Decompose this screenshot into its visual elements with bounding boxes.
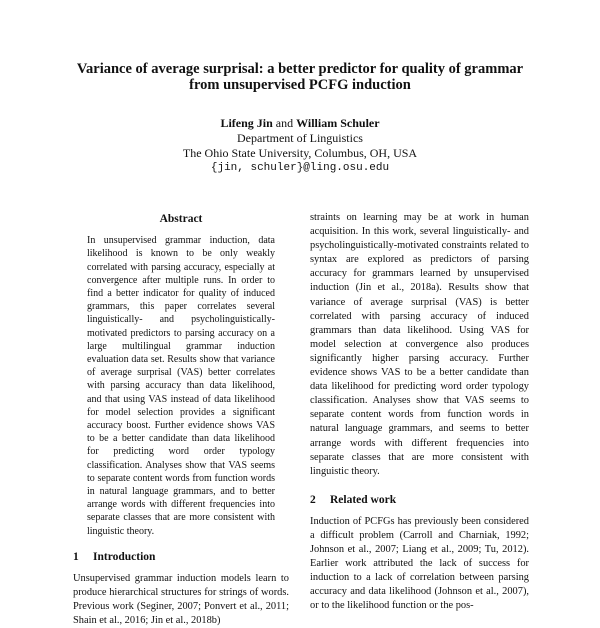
introduction-paragraph: Unsupervised grammar induction models learn to produce hierarchical structures for strings of words. Previous work (Seginer, 2007; Ponvert et al., 2011; Shain et al., 2016; Jin et al., 2018b) (73, 572, 289, 627)
introduction-continued-paragraph: straints on learning may be at work in human acquisition. In this work, several linguistically- and psycholinguistically-motivated constraints related to syntax are explored as predictors of parsing accuracy for grammars learned by unsupervised induction (Jin et al., 2018a). Results show that variance of average surprisal (VAS) is better correlated with parsing accuracy of induced grammars than data likelihood. Using VAS for model selection at convergence also produces significantly higher parsing accuracy. Further evidence shows VAS to be a better candidate than data likelihood for predicting word order typology classification. Analyses show that VAS seems to separate content words from function words in natural language grammars, and seems to better arrange words with different frequencies into separate classes that are more consistent with linguistic theory. (310, 212, 529, 477)
affiliation-block (40, 131, 560, 176)
right-column (310, 211, 529, 614)
abstract-heading: Abstract (159, 213, 203, 225)
author-1: Lifeng Jin (220, 116, 273, 130)
section-title: Related work (330, 493, 397, 506)
section-heading-introduction (73, 550, 289, 564)
left-column (73, 212, 289, 628)
title-line-1: Variance of average surprisal: a better predictor for quality of grammar (76, 61, 524, 77)
section-heading-related-work (310, 493, 529, 507)
author-line (40, 116, 560, 131)
section-number: 2 (310, 493, 316, 506)
section-title: Introduction (93, 550, 156, 563)
department: Department of Linguistics (237, 131, 363, 145)
paper-title (40, 61, 560, 93)
email: {jin, schuler}@ling.osu.edu (210, 162, 390, 174)
section-number: 1 (73, 550, 79, 563)
title-line-2: from unsupervised PCFG induction (189, 77, 411, 93)
abstract-text: In unsupervised grammar induction, data likelihood is known to be only weakly correlated with parsing accuracy, especially at convergence after multiple runs. In order to find a better indicator for quality of induced grammars, this paper correlates several linguistically- and psycholinguistically-motivated predictors to parsing accuracy on a large multilingual grammar induction evaluation data set. Results show that variance of average surprisal (VAS) better correlates with parsing accuracy than data likelihood, and that using VAS instead of data likelihood for model selection provides a significant accuracy boost. Further evidence shows VAS to be a better candidate than data likelihood for predicting word order typology classification. Analyses show that VAS seems to separate content words from function words in natural language grammars, and to better arrange words with different frequencies into separate classes that are more consistent with linguistic theory. (87, 235, 275, 537)
related-work-paragraph: Induction of PCFGs has previously been considered a difficult problem (Carroll and Charniak, 1992; Johnson et al., 2007; Liang et al., 2009; Tu, 2012). Earlier work attributed the lack of success for induction to a lack of correlation between parsing accuracy and data likelihood (Johnson et al., 2007), or to the likelihood function or the pos- (310, 515, 529, 612)
author-2: William Schuler (296, 116, 380, 130)
university: The Ohio State University, Columbus, OH, USA (182, 146, 418, 160)
author-conjunction: and (275, 116, 294, 130)
